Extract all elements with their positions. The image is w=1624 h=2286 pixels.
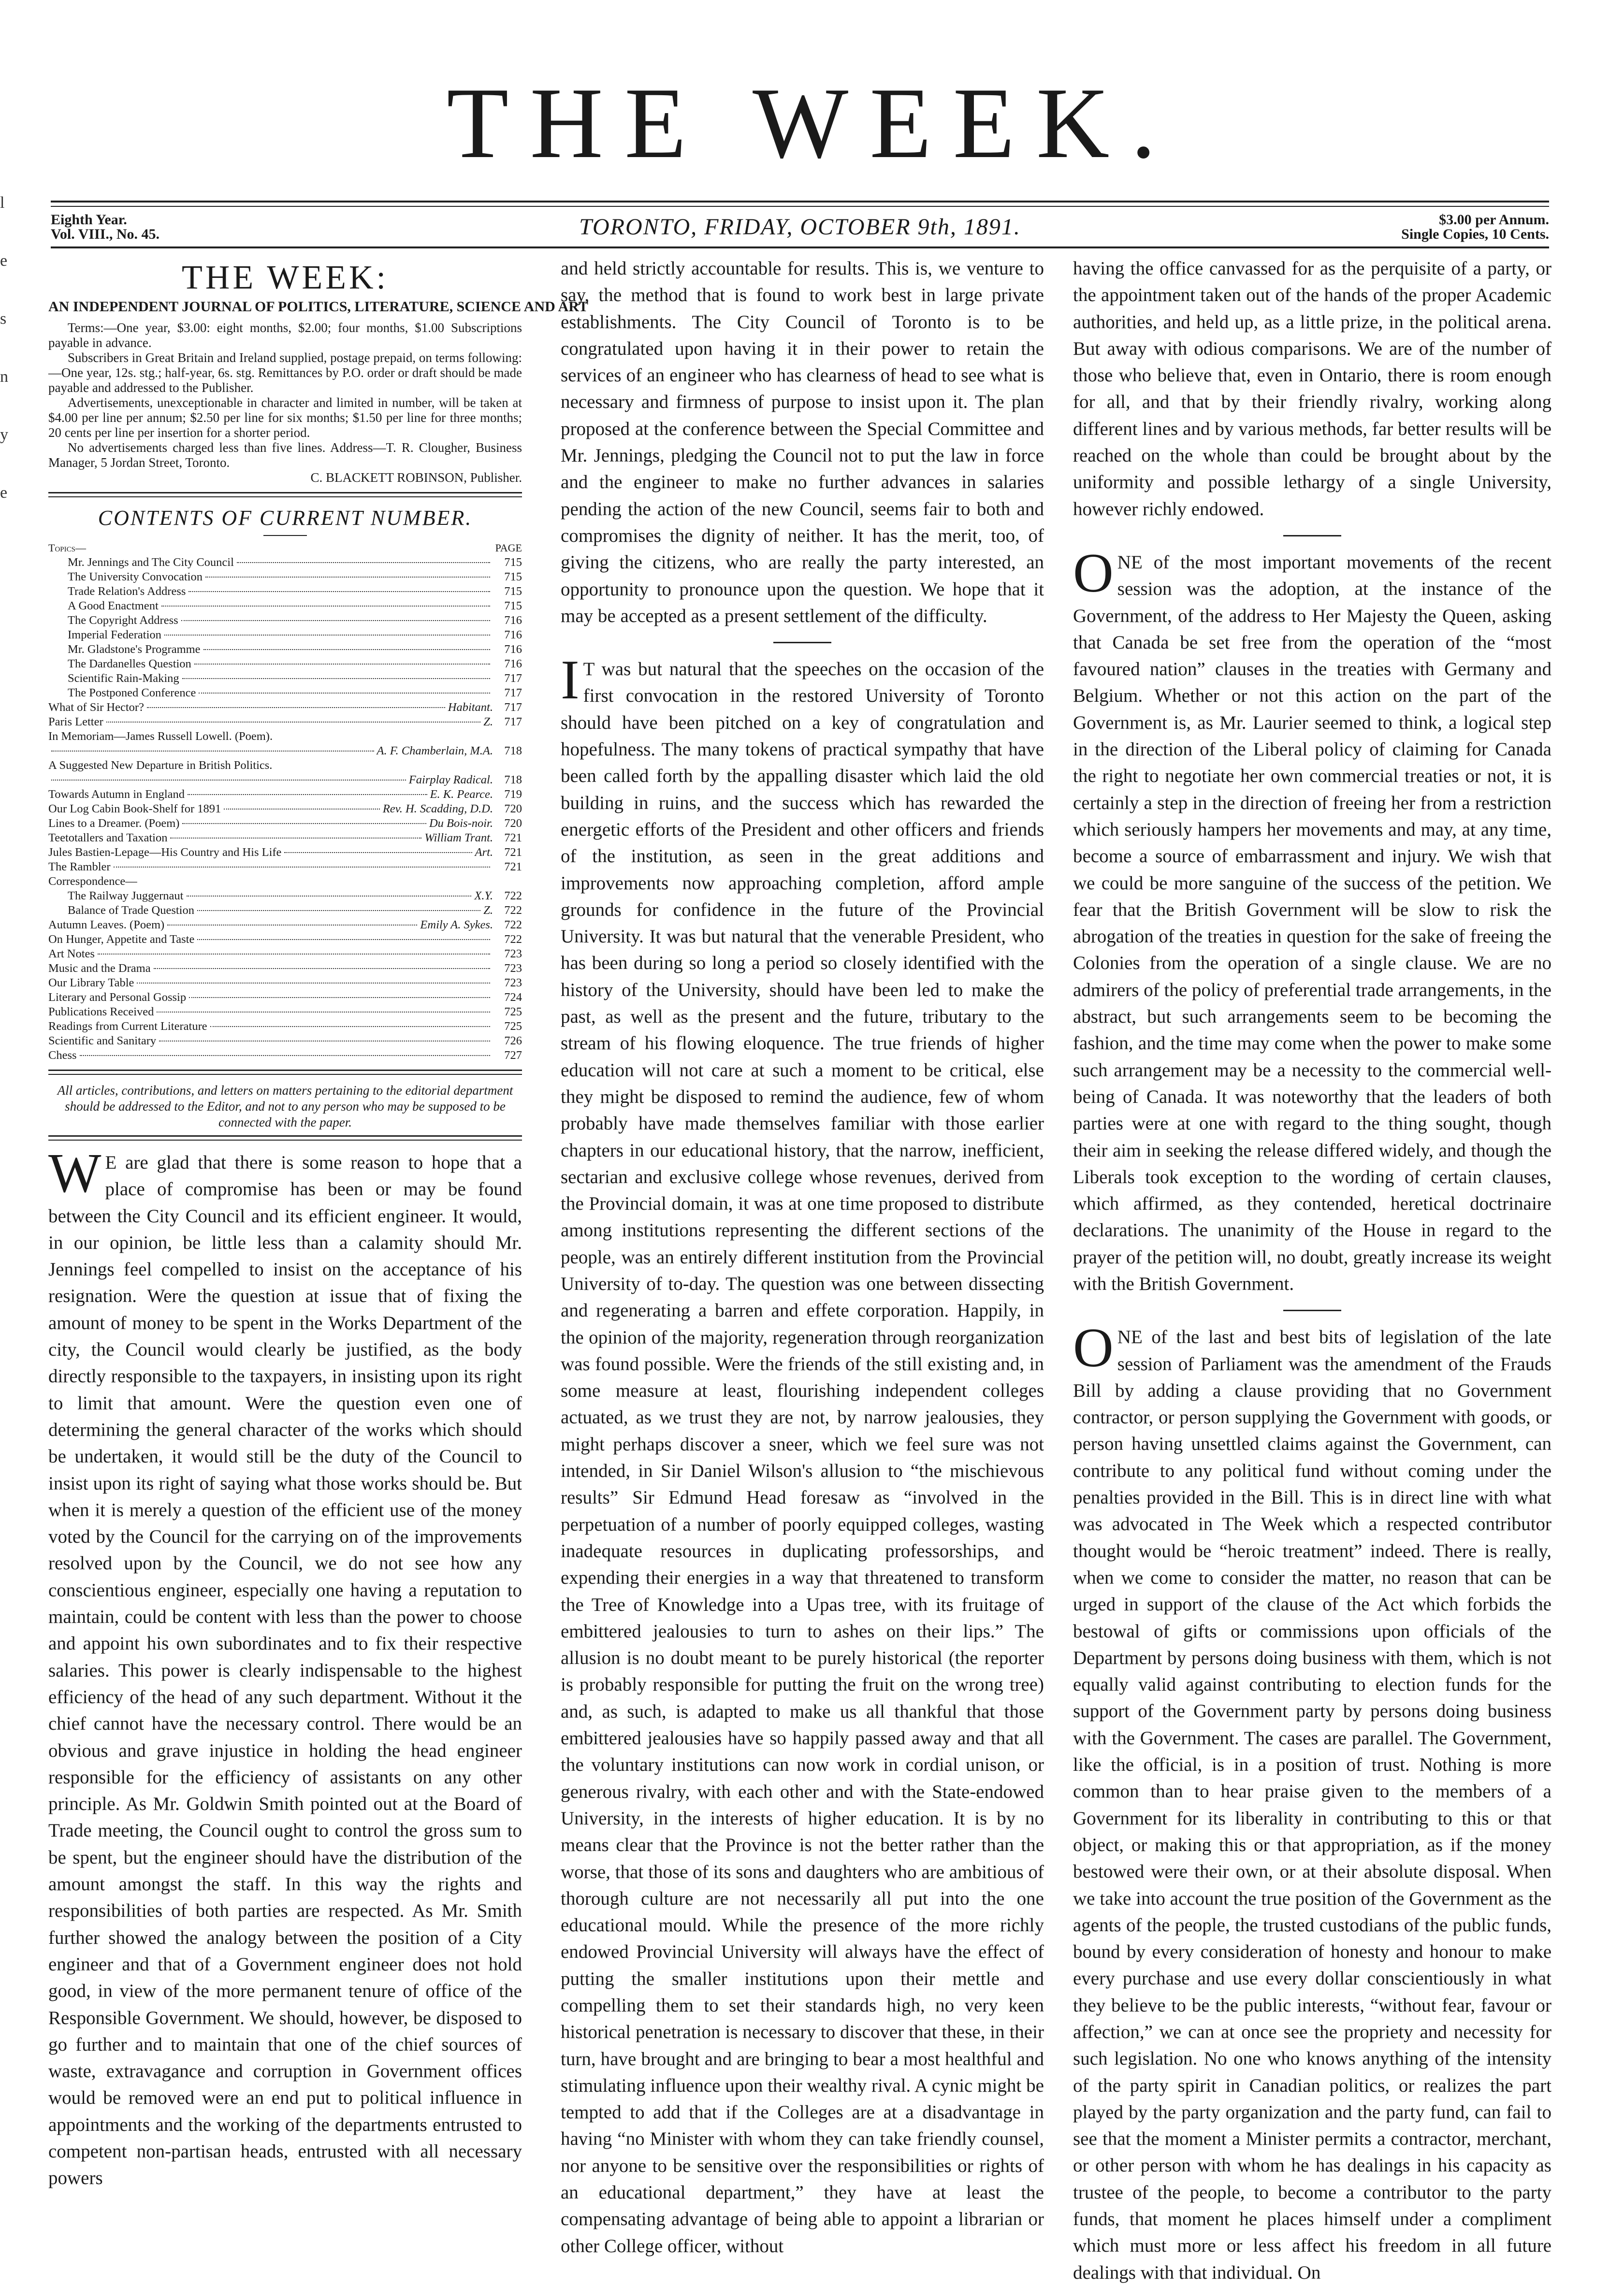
toc-entry-title: On Hunger, Appetite and Taste (48, 933, 195, 946)
section-separator (1283, 535, 1341, 536)
page-column-label: PAGE (495, 542, 522, 554)
toc-entry (48, 976, 522, 990)
masthead-rule-bottom (51, 206, 1549, 207)
toc-entry (48, 657, 522, 671)
toc-entry-author: Emily A. Sykes. (420, 918, 493, 931)
double-rule (48, 1135, 522, 1141)
toc-leader-dots (237, 562, 490, 563)
toc-entry-title: Towards Autumn in England (48, 788, 185, 801)
volume-label: Vol. VIII., No. 45. (51, 226, 160, 242)
toc-entry-title: Balance of Trade Question (68, 904, 194, 917)
toc-entry-title: The Dardanelles Question (68, 657, 191, 670)
toc-entry-author: Z. (483, 715, 493, 728)
masthead-rule-top (51, 201, 1549, 203)
masthead-title: THE WEEK. (447, 67, 1177, 179)
toc-entry (48, 1019, 522, 1034)
toc-leader-dots (197, 939, 490, 940)
toc-leader-dots (164, 635, 490, 636)
toc-entry-page: 721 (504, 860, 522, 873)
toc-entry (48, 903, 522, 918)
drop-cap: O (1073, 542, 1114, 604)
toc-entry (48, 599, 522, 613)
toc-entry (48, 1048, 522, 1063)
terms-paragraph: Terms:—One year, $3.00: eight months, $2.00; four months, $1.00 Subscriptions payable in advance. (48, 320, 522, 350)
article-good-enactment (1073, 1317, 1552, 2286)
toc-entry (48, 932, 522, 947)
terms-paragraph: Advertisements, unexceptionable in character and limited in number, will be taken at $4.00 per line per annum; $2.50 per line for six months; $1.50 per line for three months; 20 cents per line per insertion for a shorter period. (48, 395, 522, 440)
toc-entry (48, 613, 522, 628)
edge-mark: l (0, 194, 5, 212)
toc-entry-page: 722 (504, 904, 522, 917)
toc-entry-title: Scientific and Sanitary (48, 1034, 157, 1047)
toc-leader-dots (159, 1041, 490, 1042)
drop-cap: W (48, 1143, 102, 1204)
toc-entry (48, 990, 522, 1005)
toc-entry-title: Correspondence— (48, 875, 137, 888)
toc-entry-page: 715 (504, 556, 522, 569)
toc-entry (48, 845, 522, 860)
toc-entry (48, 555, 522, 570)
double-rule (48, 1070, 522, 1075)
toc-entry-title: The Postponed Conference (68, 686, 196, 699)
toc-entry-title: Readings from Current Literature (48, 1020, 207, 1033)
toc-entry-title: Lines to a Dreamer. (Poem) (48, 817, 180, 830)
journal-title: THE WEEK: (182, 259, 389, 296)
article-body: NE of the most important movements of the recent session was the adoption, at the instance of the Government, of the address to Her Majesty the Queen, asking that Canada be set free from the operation of the “most favoured nation” clauses in the treaties with Germany and Belgium. Whether or not this action on the part of the Government is, as Mr. Laurier seemed to think, a logical step in the direction of the Liberal policy of claiming for Canada the right to negotiate her own commercial treaties or not, it is certainly a step in the direction of freeing her from a restriction which seriously hampers her movements and may, at any time, become a source of embarrassment and injury. We wish that we could be more sanguine of the success of the petition. We fear that the British Government will be slow to risk the abrogation of the treaties in question for the sake of freeing the Colonies from the operation of a single clause. We are no admirers of the policy of preferential trade arrangements, in the abstract, but such arrangements seem to be becoming the fashion, and the time may come when the power to make some such arrangement may be a necessity to the commercial well-being of Canada. It was noteworthy that the leaders of both parties were at one with regard to the thing sought, though their aim in seeking the release differed widely, and though the Liberals took exception to the wording of certain clauses, which affirmed, as they contended, heretical doctrinaire declarations. The unanimity of the House in regard to the prayer of the petition will, no doubt, greatly increase its weight with the British Government. (1073, 551, 1552, 1294)
column-2 (561, 255, 1044, 2259)
publisher-signature: C. BLACKETT ROBINSON, Publisher. (310, 470, 522, 485)
subscription-terms (48, 320, 522, 485)
toc-entry-title: Trade Relation's Address (68, 585, 186, 598)
toc-leader-dots (188, 794, 427, 795)
toc-entry-title: Mr. Gladstone's Programme (68, 643, 201, 656)
toc-leader-dots (224, 809, 380, 810)
toc-entry-author: Fairplay Radical. (408, 773, 493, 786)
edge-mark: e (0, 252, 8, 270)
toc-entry-page: 723 (504, 947, 522, 960)
toc-entry (48, 570, 522, 584)
toc-entry (48, 1005, 522, 1019)
toc-entry-author: Habitant. (448, 701, 493, 714)
toc-entry-page: 715 (504, 599, 522, 612)
terms-paragraph: Subscribers in Great Britain and Ireland supplied, postage prepaid, on terms following:—One year, 12s. stg.; half-year, 6s. stg. Remittances by P.O. order or draft should be made payable and addressed to the Publisher. (48, 350, 522, 395)
toc-entry (48, 831, 522, 845)
toc-entry-page: 723 (504, 962, 522, 975)
toc-entry-title: Chess (48, 1049, 77, 1062)
price-info (1401, 213, 1549, 242)
toc-entry-title: Mr. Jennings and The City Council (68, 556, 234, 569)
column-3 (1073, 255, 1552, 2286)
toc-entry-page: 721 (504, 831, 522, 844)
topics-label: Topics— (48, 542, 86, 554)
toc-entry-page: 725 (504, 1005, 522, 1018)
section-separator (1283, 1310, 1341, 1311)
toc-entry-page: 716 (504, 628, 522, 641)
toc-entry (48, 947, 522, 961)
edge-mark: y (0, 426, 8, 444)
toc-leader-dots (147, 707, 445, 708)
toc-entry (48, 918, 522, 932)
toc-entry-author: Z. (483, 904, 493, 917)
toc-leader-dots (51, 751, 374, 752)
toc-leader-dots (170, 838, 421, 839)
toc-leader-dots (154, 968, 490, 969)
toc-entry-title: The Rambler (48, 860, 111, 873)
toc-header (48, 541, 522, 555)
dateline (51, 213, 1549, 246)
article-body: T was but natural that the speeches on the occasion of the first convocation in the restored University of Toronto should have been pitched on a key of congratulation and hopefulness. The many tokens of practical sympathy that have been called forth by the appalling disaster which laid the old building in ruins, and the success which has rewarded the energetic efforts of the President and other officers and friends of the institution, as seen in the great additions and improvements now approaching completion, afford ample grounds for confidence in the future of the Provincial University. It was but natural that the venerable President, who has been during so long a period so closely identified with the history of the University, should have been led to make the past, as well as the present and the future, tributary to the stream of his flowing eloquence. The true friends of higher education will not care at such a moment to be critical, else they might be disposed to remind the audience, few of whom probably have made themselves familiar with those earlier chapters in our educational history, that the narrow, inefficient, sectarian and exclusive college whose revenues, derived from the Provincial domain, it was at one time proposed to distribute among institutions representing the different sections of the people, was an entirely different institution from the Provincial University of to-day. The question was one between dissecting and regenerating a barren and effete corporation. Happily, in the opinion of the majority, regeneration through reorganization was found possible. Were the friends of the still existing and, in some measure at least, flourishing independent colleges actuated, as we trust they are not, by narrow jealousies, they might perhaps discover a sneer, which we feel sure was not intended, in Sir Daniel Wilson's allusion to “the mischievous results” Sir Edmund Head foresaw as “involved in the perpetuation of a number of poorly equipped colleges, wasting inadequate resources in duplicating professorships, and expending their energies in a way that threatened to transform the Tree of Knowledge into a Upas tree, with its fruitage of embittered jealousies to turn to ashes on their lips.” The allusion is no doubt meant to be purely historical (the reporter is probably responsible for putting the fruit on the wrong tree) and, as such, is adapted to make us all thankful that those embittered jealousies have so happily passed away and that all the voluntary institutions can now work in cordial unison, or generous rivalry, with each other and with the State-endowed University, in the interests of higher education. It is by no means clear that the Province is not the better rather than the worse, that those of its sons and daughters who are ambitious of thorough culture are not necessarily all put into the one educational mould. While the presence of the more richly endowed Provincial University will always have the effect of putting the smaller institutions upon their mettle and compelling them to set their standards high, no very keen historical penetration is necessary to discover that these, in their turn, have brought and are bringing to bear a most healthful and stimulating influence upon their wealthy rival. A cynic might be tempted to add that if the Colleges are at a disadvantage in having “no Minister with whom they can take friendly counsel, nor anyone to be sensitive over the responsibilities or rights of an educational department,” they have at least the compensating advantage of being able to appoint a librarian or other College officer, without (561, 659, 1044, 2257)
toc-entry (48, 744, 522, 758)
table-of-contents (48, 541, 522, 1063)
section-separator (773, 642, 831, 643)
toc-entry-title: A Suggested New Departure in British Politics. (48, 759, 273, 772)
article-body: NE of the last and best bits of legislation of the late session of Parliament was the amendment of the Frauds Bill by adding a clause providing that no Government contractor, or person supplying the Government with goods, or person having unsettled claims against the Government, can contribute to any political fund without coming under the penalties provided in the Bill. This is in direct line with what was advocated in The Week which a respected contributor thought would be “heroic treatment” indeed. There is really, when we come to consider the matter, no reason that can be urged in support of the clause of the Act which forbids the bestowal of gifts or commissions upon officials of the Department by persons doing business with them, which is not equally valid against contributing to election funds for the support of the Government party by persons doing business with the Government. The cases are parallel. The Government, like the official, is in a position of trust. Nothing is more common than to hear praise given to the members of a Government for its liberality in contributing to this or that object, or making this or that appropriation, as if the money bestowed were their own, or at their absolute disposal. When we take into account the true position of the Government as the agents of the people, the trusted custodians of the public funds, bound by every consideration of honesty and honour to make every purchase and use every dollar conscientiously in what they believe to be the public interests, “without fear, favour or affection,” we can at once see the propriety and necessity for such legislation. No one who knows anything of the intensity of the party spirit in Canadian politics, or realizes the part played by the party organization and the party fund, can fail to see that the moment a Minister permits a contractor, merchant, or other person with whom he has dealings in his capacity as trustee of the people, to become a contributor to the party funds, that moment he places himself under a compliment which must more or less affect his freedom in all future dealings with that individual. On (1073, 1327, 1552, 2283)
toc-entry-page: 724 (504, 991, 522, 1004)
toc-entry (48, 961, 522, 976)
article-university-continued: having the office canvassed for as the perquisite of a party, or the appointment taken out of the hands of the proper Academic authorities, and held up, as a little prize, in the political arena. But away with odious comparisons. We are of the number of those who believe that, even in Ontario, there is room enough for all, and that by their friendly rivalry, working along different lines and by various methods, far better results will be reached on the whole than could be brought about by the uniformity and possible lethargy of a single University, however richly endowed. (1073, 258, 1552, 520)
dateline-rule (51, 246, 1549, 248)
annual-price: $3.00 per Annum. (1439, 212, 1549, 228)
toc-entry-page: 716 (504, 614, 522, 627)
toc-leader-dots (182, 678, 490, 679)
toc-leader-dots (203, 649, 490, 650)
toc-entry (48, 1034, 522, 1048)
toc-entry-author: E. K. Pearce. (430, 788, 493, 801)
toc-entry-page: 715 (504, 570, 522, 583)
toc-entry-title: Paris Letter (48, 715, 103, 728)
toc-entry-page: 721 (504, 846, 522, 859)
toc-entry-author: X.Y. (474, 889, 493, 902)
toc-entry-title: Teetotallers and Taxation (48, 831, 168, 844)
toc-entry (48, 802, 522, 816)
toc-entry (48, 700, 522, 715)
toc-leader-dots (197, 910, 480, 911)
toc-entry (48, 715, 522, 729)
edge-mark: n (0, 368, 8, 386)
terms-paragraph: No advertisements charged less than five lines. Address—T. R. Clougher, Business Manager, 5 Jordan Street, Toronto. (48, 440, 522, 470)
toc-entry (48, 787, 522, 802)
toc-entry-author: Art. (475, 846, 493, 859)
left-edge-bleed (0, 174, 22, 522)
toc-entry-title: Music and the Drama (48, 962, 151, 975)
toc-entry-page: 716 (504, 657, 522, 670)
toc-entry-title: The Railway Juggernaut (68, 889, 184, 902)
toc-entry-page: 715 (504, 585, 522, 598)
toc-leader-dots (181, 620, 490, 621)
drop-cap: O (1073, 1317, 1114, 1379)
toc-entry-title: In Memoriam—James Russell Lowell. (Poem). (48, 730, 273, 743)
toc-leader-dots (157, 1012, 490, 1013)
toc-entry-page: 717 (504, 672, 522, 685)
toc-entry-page: 718 (504, 744, 522, 757)
article-trade-relations (1073, 542, 1552, 1297)
drop-cap: I (561, 649, 580, 711)
toc-leader-dots (98, 954, 490, 955)
journal-subtitle: AN INDEPENDENT JOURNAL OF POLITICS, LITERATURE, SCIENCE AND ART (48, 299, 588, 315)
toc-entry-page: 722 (504, 889, 522, 902)
toc-entry-author: William Trant. (424, 831, 493, 844)
toc-entry-page: 723 (504, 976, 522, 989)
toc-entry-page: 716 (504, 643, 522, 656)
toc-leader-dots (189, 997, 490, 998)
toc-leader-dots (187, 896, 472, 897)
toc-entry (48, 816, 522, 831)
toc-entry-title: Imperial Federation (68, 628, 161, 641)
toc-entry-author: Du Bois-noir. (429, 817, 493, 830)
toc-leader-dots (205, 577, 490, 578)
toc-entry (48, 584, 522, 599)
toc-leader-dots (199, 693, 490, 694)
toc-leader-dots (114, 867, 490, 868)
toc-leader-dots (167, 925, 417, 926)
toc-entry (48, 671, 522, 686)
toc-entry (48, 860, 522, 874)
toc-entry-title: Literary and Personal Gossip (48, 991, 187, 1004)
column-1 (48, 254, 588, 2192)
toc-entry-title: The University Convocation (68, 570, 203, 583)
toc-entry-title: A Good Enactment (68, 599, 159, 612)
toc-entry (48, 628, 522, 642)
toc-entry-title: What of Sir Hector? (48, 701, 144, 714)
toc-leader-dots (284, 852, 472, 853)
toc-entry-title: The Copyright Address (68, 614, 178, 627)
toc-entry-author: A. F. Chamberlain, M.A. (377, 744, 493, 757)
editorial-notice: All articles, contributions, and letters on matters pertaining to the editorial department should be addressed to the Editor, and not to any person who may be supposed to be connected with the paper. (57, 1083, 513, 1129)
single-copy-price: Single Copies, 10 Cents. (1401, 226, 1549, 242)
edge-mark: e (0, 484, 8, 502)
double-rule (48, 492, 522, 497)
toc-entry (48, 773, 522, 787)
toc-entry (48, 889, 522, 903)
toc-leader-dots (161, 606, 490, 607)
toc-entry-page: 717 (504, 686, 522, 699)
toc-entry-page: 717 (504, 715, 522, 728)
toc-entry-title: Our Library Table (48, 976, 134, 989)
toc-entry-author: Rev. H. Scadding, D.D. (382, 802, 493, 815)
issue-date: TORONTO, FRIDAY, OCTOBER 9th, 1891. (579, 214, 1021, 240)
toc-leader-dots (182, 823, 426, 824)
toc-entry-page: 722 (504, 933, 522, 946)
toc-entry-title: Scientific Rain-Making (68, 672, 179, 685)
toc-leader-dots (194, 664, 490, 665)
toc-entry (48, 874, 522, 889)
toc-entry-page: 727 (504, 1049, 522, 1062)
toc-entry-title: Our Log Cabin Book-Shelf for 1891 (48, 802, 221, 815)
toc-entry-page: 720 (504, 817, 522, 830)
toc-entry-title: Autumn Leaves. (Poem) (48, 918, 165, 931)
toc-entry (48, 686, 522, 700)
toc-entry-page: 726 (504, 1034, 522, 1047)
toc-entry (48, 758, 522, 773)
article-city-council (48, 1143, 522, 2192)
toc-entry (48, 642, 522, 657)
toc-leader-dots (210, 1026, 490, 1027)
toc-entry-page: 720 (504, 802, 522, 815)
article-body: E are glad that there is some reason to hope that a place of compromise has been or may be found between the City Council and its efficient engineer. It would, in our opinion, be little less than a calamity should Mr. Jennings feel compelled to insist on the acceptance of his resignation. Were the question at issue that of fixing the amount of money to be spent in the Works Department of the city, the Council would clearly be justified, as the body directly responsible to the taxpayers, in insisting upon its right to limit that amount. Were the question even one of determining the general character of the works which should be undertaken, it would still be the duty of the Council to insist upon its right of saying what those works should be. But when it is merely a question of the efficient use of the money voted by the Council for the carrying on of the improvements resolved upon by the Council, we do not see how any conscientious engineer, especially one having a reputation to maintain, could be content with less than the power to choose and appoint his own subordinates and to fix their respective salaries. This power is clearly indispensable to the highest efficiency of the head of any such department. Without it the chief cannot have the necessary control. There would be an obvious and grave injustice in holding the head engineer responsible for the efficiency of assistants on any other principle. As Mr. Goldwin Smith pointed out at the Board of Trade meeting, the Council ought to control the gross sum to be spent, but the engineer should have the distribution of the amount amongst the staff. In this way the rights and responsibilities of both parties are respected. As Mr. Smith further showed the analogy between the position of a City engineer and that of a Government engineer does not hold good, in view of the more permanent tenure of office of the Responsible Government. We should, however, be disposed to go further and to maintain that one of the chief sources of waste, extravagance and corruption in Government offices would be removed were an end put to political influence in appointments and the working of the departments entrusted to competent non-partisan heads, entrusted with all necessary powers (48, 1152, 522, 2189)
toc-leader-dots (106, 722, 481, 723)
toc-leader-dots (80, 1055, 490, 1056)
toc-leader-dots (188, 591, 490, 592)
toc-entry (48, 729, 522, 744)
toc-entry-title: Art Notes (48, 947, 95, 960)
toc-entry-title: Publications Received (48, 1005, 154, 1018)
toc-entry-page: 719 (504, 788, 522, 801)
article-city-council-continued: and held strictly accountable for results. This is, we venture to say, the method that is found to work best in large private establishments. The City Council of Toronto is to be congratulated upon having it in their power to retain the services of an engineer who has clearness of head to see what is necessary and firmness of purpose to insist upon it. The plan proposed at the conference between the Special Committee and Mr. Jennings, pledging the Council not to put the law in force and the engineer to make no further advances in salaries pending the action of the new Council, seems fair to both and compromises the dignity of neither. It has the merit, too, of giving the citizens, who are really the party interested, an opportunity to pronounce upon the question. We hope that it may be accepted as a present settlement of the difficulty. (561, 258, 1044, 626)
toc-entry-page: 722 (504, 918, 522, 931)
toc-entry-page: 718 (504, 773, 522, 786)
article-university-convocation (561, 649, 1044, 2259)
toc-leader-dots (137, 983, 490, 984)
toc-entry-page: 717 (504, 701, 522, 714)
toc-leader-dots (51, 780, 406, 781)
short-rule (263, 535, 307, 536)
toc-entry-title: Jules Bastien-Lepage—His Country and His Life (48, 846, 282, 859)
edge-mark: s (0, 310, 7, 328)
year-label: Eighth Year. (51, 212, 127, 228)
contents-title: CONTENTS OF CURRENT NUMBER. (98, 506, 473, 530)
toc-entry-page: 725 (504, 1020, 522, 1033)
